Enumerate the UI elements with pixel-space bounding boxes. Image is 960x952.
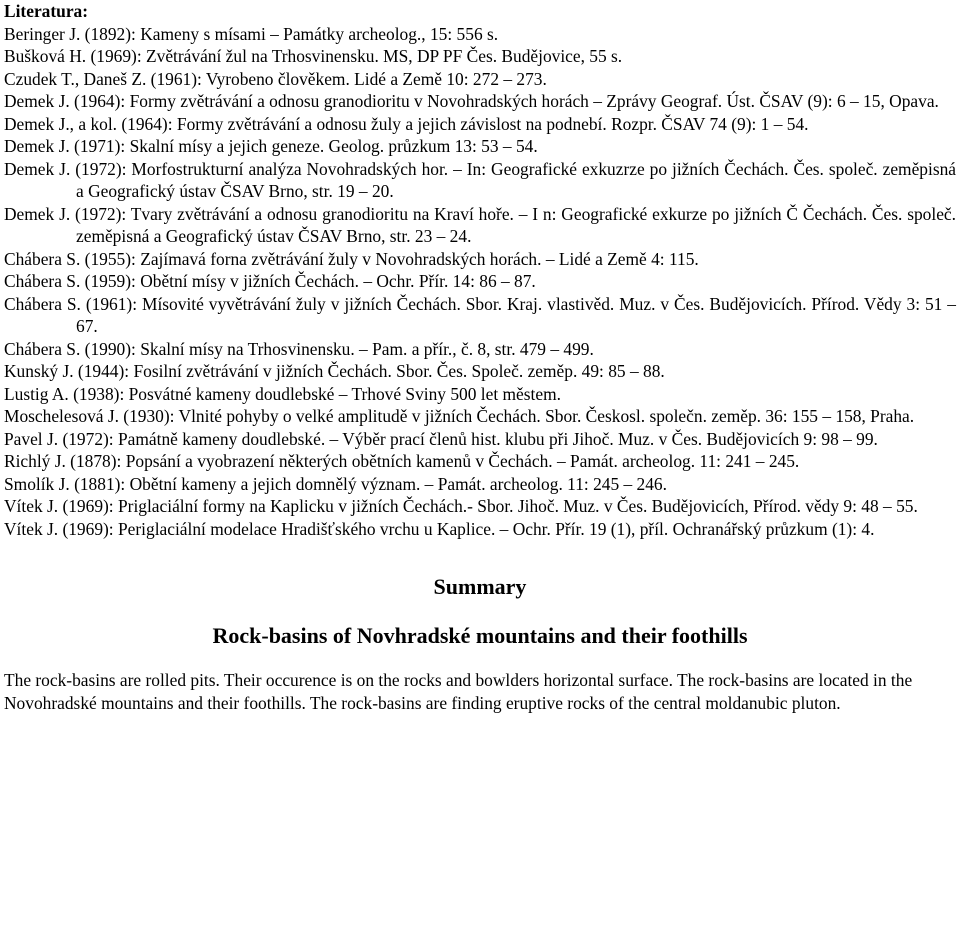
summary-text: The rock-basins are rolled pits. Their occurence is on the rocks and bowlders horizontal surface. The rock-basins are located in the Novohradské mountains and their foothills. The rock-basins are finding eruptive rocks of the central moldanubic pluton.: [4, 670, 913, 713]
summary-subtitle: Rock-basins of Novhradské mountains and their foothills: [212, 623, 748, 648]
reference-item: Demek J., a kol. (1964): Formy zvětrávání a odnosu žuly a jejich závislost na podnebí. Rozpr. ČSAV 74 (9): 1 – 54.: [4, 113, 809, 134]
reference-item: Chábera S. (1959): Obětní mísy v jižních Čechách. – Ochr. Přír. 14: 86 – 87.: [4, 271, 536, 291]
reference-item: Vítek J. (1969): Periglaciální modelace Hradišťského vrchu u Kaplice. – Ochr. Přír. 19 (1), příl. Ochranářský průzkum (1): 4.: [4, 518, 875, 539]
reference-item: Czudek T., Daneš Z. (1961): Vyrobeno člověkem. Lidé a Země 10: 272 – 273.: [4, 68, 547, 89]
reference-item: Richlý J. (1878): Popsání a vyobrazení některých obětních kamenů v Čechách. – Památ. archeolog. 11: 241 – 245.: [4, 451, 800, 471]
reference-item: Demek J. (1972): Morfostrukturní analýza Novohradských hor. – In: Geografické exkuzrze po jižních Čechách. Čes. společ. zeměpisná a Geografický ústav ČSAV Brno, str. 19 – 20.: [4, 158, 956, 201]
summary-title: Summary: [433, 574, 527, 599]
reference-list: [4, 23, 956, 541]
reference-item: Pavel J. (1972): Památně kameny doudlebské. – Výběr prací členů hist. klubu při Jihoč. Muz. v Čes. Budějovicích 9: 98 – 99.: [4, 428, 878, 449]
reference-item: Kunský J. (1944): Fosilní zvětrávání v jižních Čechách. Sbor. Čes. Společ. zeměp. 49: 85 – 88.: [4, 361, 665, 381]
reference-item: Bušková H. (1969): Zvětrávání žul na Trhosvinensku. MS, DP PF Čes. Budějovice, 55 s.: [4, 46, 623, 66]
reference-item: Demek J. (1964): Formy zvětrávání a odnosu granodioritu v Novohradských horách – Zprávy Geograf. Úst. ČSAV (9): 6 – 15, Opava.: [4, 91, 939, 111]
reference-item: Smolík J. (1881): Obětní kameny a jejich domnělý význam. – Památ. archeolog. 11: 245 – 246.: [4, 473, 667, 494]
reference-item: Demek J. (1972): Tvary zvětrávání a odnosu granodioritu na Kraví hoře. – I n: Geografické exkurze po jižních Č Čechách. Čes. společ. zeměpisná a Geografický ústav ČSAV Brno, str. 23 – 24.: [4, 203, 956, 246]
reference-item: Lustig A. (1938): Posvátné kameny doudlebské – Trhové Sviny 500 let městem.: [4, 383, 561, 404]
reference-item: Chábera S. (1955): Zajímavá forna zvětrávání žuly v Novohradských horách. – Lidé a Země 4: 115.: [4, 248, 699, 269]
reference-item: Vítek J. (1969): Priglaciální formy na Kaplicku v jižních Čechách.- Sbor. Jihoč. Muz. v Čes. Budějovicích, Přírod. vědy 9: 48 – 55.: [4, 496, 918, 516]
reference-item: Moschelesová J. (1930): Vlnité pohyby o velké amplitudě v jižních Čechách. Sbor. Českosl. společn. zeměp. 36: 155 – 158, Praha.: [4, 406, 915, 426]
reference-item: Chábera S. (1990): Skalní mísy na Trhosvinensku. – Pam. a přír., č. 8, str. 479 – 499.: [4, 338, 594, 359]
reference-item: Chábera S. (1961): Mísovité vyvětrávání žuly v jižních Čechách. Sbor. Kraj. vlastivěd. Muz. v Čes. Budějovicích. Přírod. Vědy 3: 51 – 67.: [4, 293, 956, 336]
reference-item: Demek J. (1971): Skalní mísy a jejich geneze. Geolog. průzkum 13: 53 – 54.: [4, 136, 538, 156]
reference-item: Beringer J. (1892): Kameny s mísami – Památky archeolog., 15: 556 s.: [4, 23, 499, 44]
literature-heading: Literatura:: [4, 1, 89, 21]
